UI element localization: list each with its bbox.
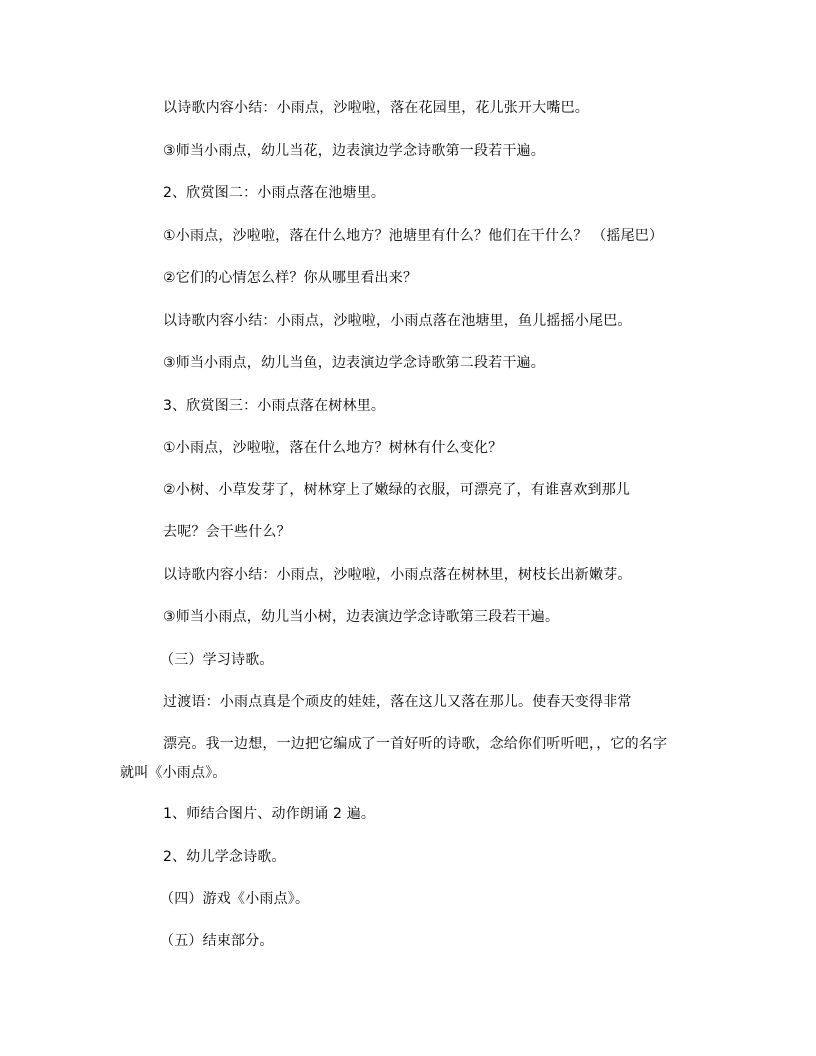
- question-line-2a: ①小雨点，沙啦啦，落在什么地方？池塘里有什么？他们在干什么？ （摇尾巴）: [163, 228, 664, 244]
- step-line-1: 1、师结合图片、动作朗诵 2 遍。: [163, 806, 376, 822]
- section-heading-2: 2、欣赏图二：小雨点落在池塘里。: [163, 185, 386, 201]
- question-line-3a: ①小雨点，沙啦啦，落在什么地方？树林有什么变化？: [163, 440, 503, 456]
- part-heading-4: （四）游戏《小雨点》。: [160, 891, 310, 907]
- question-line-3b-cont: 去呢？会干些什么？: [163, 524, 291, 540]
- summary-line-2: 以诗歌内容小结：小雨点，沙啦啦，小雨点落在池塘里，鱼儿摇摇小尾巴。: [163, 313, 632, 329]
- activity-line-2: ③师当小雨点，幼儿当鱼，边表演边学念诗歌第二段若干遍。: [163, 355, 545, 371]
- transition-line-3: 就叫《小雨点》。: [120, 765, 227, 781]
- summary-line-1: 以诗歌内容小结：小雨点，沙啦啦，落在花园里，花儿张开大嘴巴。: [163, 100, 589, 116]
- summary-line-3: 以诗歌内容小结：小雨点，沙啦啦，小雨点落在树林里，树枝长出新嫩芽。: [163, 567, 632, 583]
- activity-line-3: ③师当小雨点，幼儿当小树，边表演边学念诗歌第三段若干遍。: [163, 609, 560, 625]
- part-heading-3: （三）学习诗歌。: [160, 652, 274, 668]
- question-line-3b: ②小树、小草发芽了，树林穿上了嫩绿的衣服，可漂亮了，有谁喜欢到那儿: [163, 482, 631, 498]
- activity-line-1: ③师当小雨点，幼儿当花，边表演边学念诗歌第一段若干遍。: [163, 143, 545, 159]
- transition-line-2: 漂亮。我一边想，一边把它编成了一首好听的诗歌，念给你们听听吧，，它的名字: [163, 736, 668, 752]
- question-line-2b: ②它们的心情怎么样？你从哪里看出来？: [163, 270, 418, 286]
- step-line-2: 2、幼儿学念诗歌。: [163, 849, 286, 865]
- transition-line-1: 过渡语：小雨点真是个顽皮的娃娃，落在这儿又落在那儿。使春天变得非常: [163, 694, 632, 710]
- section-heading-3: 3、欣赏图三：小雨点落在树林里。: [163, 398, 386, 414]
- part-heading-5: （五）结束部分。: [160, 933, 274, 949]
